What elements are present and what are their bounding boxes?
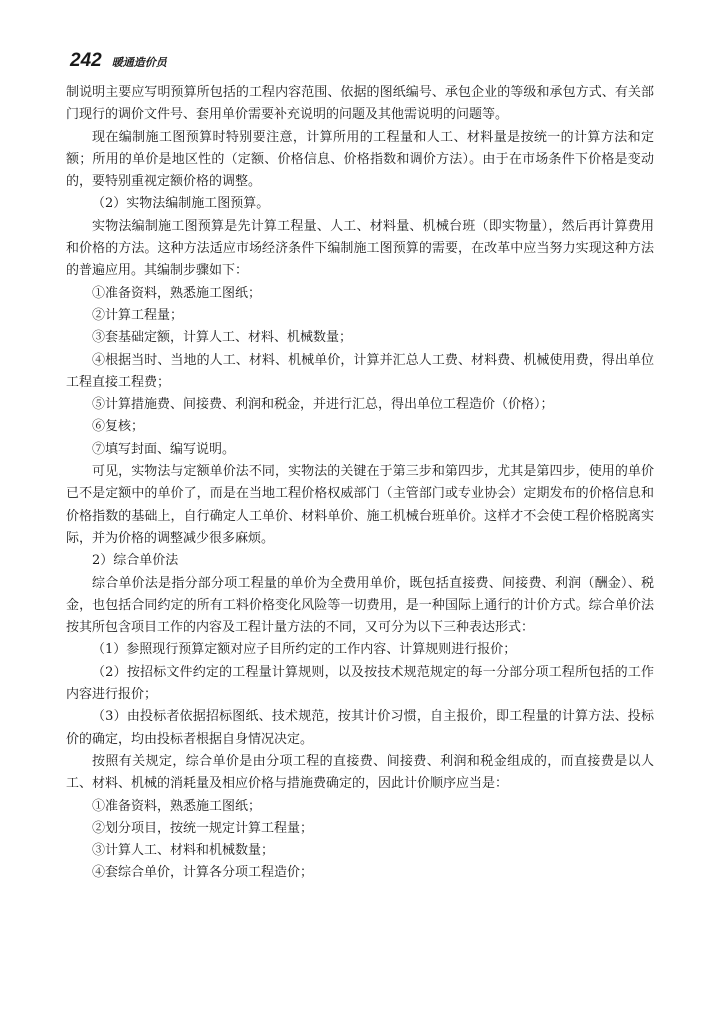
paragraph: 现在编制施工图预算时特别要注意，计算所用的工程量和人工、材料量是按统一的计算方法和定额；所用的单价是地区性的（定额、价格信息、价格指数和调价方法）。由于在市场条件下价格是变动的，要特别重视定额价格的调整。 bbox=[66, 129, 654, 190]
paragraph: ②划分项目，按统一规定计算工程量； bbox=[92, 820, 314, 836]
paragraph: ④套综合单价，计算各分项工程造价； bbox=[92, 865, 314, 881]
paragraph: 实物法编制施工图预算是先计算工程量、人工、材料量、机械台班（即实物量），然后再计算费用和价格的方法。这种方法适应市场经济条件下编制施工图预算的需要，在改革中应当努力实现这种方法的普遍应用。其编制步骤如下： bbox=[66, 218, 654, 279]
paragraph: 2）综合单价法 bbox=[92, 553, 179, 569]
page-number: 242 bbox=[70, 50, 102, 71]
body-text bbox=[66, 82, 654, 885]
running-title: 暖通造价员 bbox=[111, 56, 167, 69]
paragraph: ⑤计算措施费、间接费、利润和税金，并进行汇总，得出单位工程造价（价格）； bbox=[92, 397, 554, 413]
paragraph: ①准备资料，熟悉施工图纸； bbox=[92, 285, 262, 301]
paragraph: （1）参照现行预算定额对应子目所约定的工作内容、计算规则进行报价； bbox=[92, 642, 517, 658]
paragraph: ③套基础定额，计算人工、材料、机械数量； bbox=[92, 330, 353, 346]
page-header bbox=[70, 50, 167, 72]
paragraph: 按照有关规定，综合单价是由分项工程的直接费、间接费、利润和税金组成的，而直接费是以人工、材料、机械的消耗量及相应价格与措施费确定的，因此计价顺序应当是： bbox=[66, 753, 654, 792]
paragraph: 综合单价法是指分部分项工程量的单价为全费用单价，既包括直接费、间接费、利润（酬金）、税金，也包括合同约定的所有工料价格变化风险等一切费用，是一种国际上通行的计价方式。综合单价法按其所包含项目工作的内容及工程计量方法的不同，又可分为以下三种表达形式： bbox=[66, 575, 654, 636]
paragraph: （2）按招标文件约定的工程量计算规则，以及按技术规范规定的每一分部分项工程所包括的工作内容进行报价； bbox=[66, 664, 654, 703]
paragraph: ①准备资料，熟悉施工图纸； bbox=[92, 798, 262, 814]
paragraph: ⑥复核； bbox=[92, 419, 145, 435]
paragraph: ④根据当时、当地的人工、材料、机械单价，计算并汇总人工费、材料费、机械使用费，得出单位工程直接工程费； bbox=[66, 352, 654, 390]
paragraph: ②计算工程量； bbox=[92, 307, 184, 323]
paragraph: ⑦填写封面、编写说明。 bbox=[92, 441, 236, 457]
paragraph: （2）实物法编制施工图预算。 bbox=[92, 196, 270, 212]
paragraph: 可见，实物法与定额单价法不同，实物法的关键在于第三步和第四步，尤其是第四步，使用的单价已不是定额中的单价了，而是在当地工程价格权威部门（主管部门或专业协会）定期发布的价格信息和价格指数的基础上，自行确定人工单价、材料单价、施工机械台班单价。这样才不会使工程价格脱离实际，并为价格的调整减少很多麻烦。 bbox=[66, 464, 654, 546]
paragraph: ③计算人工、材料和机械数量； bbox=[92, 843, 275, 859]
paragraph: 制说明主要应写明预算所包括的工程内容范围、依据的图纸编号、承包企业的等级和承包方式、有关部门现行的调价文件号、套用单价需要补充说明的问题及其他需说明的问题等。 bbox=[66, 85, 654, 123]
paragraph: （3）由投标者依据招标图纸、技术规范，按其计价习惯，自主报价，即工程量的计算方法、投标价的确定，均由投标者根据自身情况决定。 bbox=[66, 709, 654, 747]
